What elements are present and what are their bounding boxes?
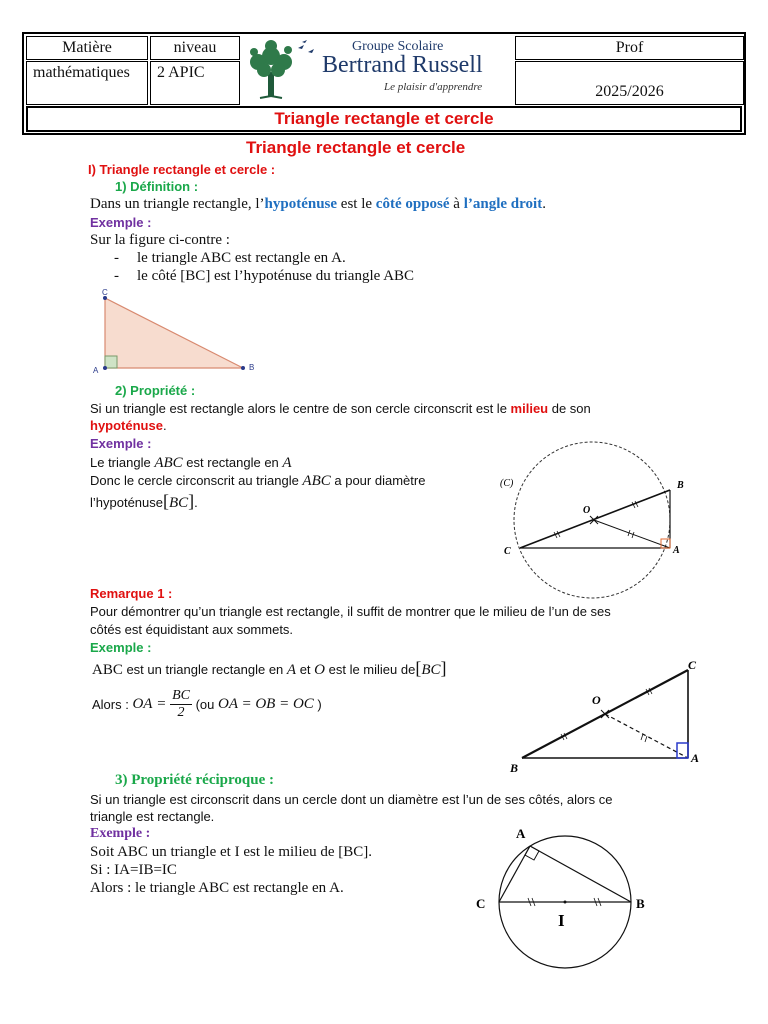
fig2-label-a: A [673, 545, 680, 556]
section-heading: I) Triangle rectangle et cercle : [88, 162, 276, 177]
page-title: Triangle rectangle et cercle [246, 138, 466, 157]
fig2-label-o: O [583, 505, 591, 516]
fig4-label-b: B [636, 896, 645, 911]
remark-line2: côtés est équidistant aux sommets. [90, 622, 294, 637]
niveau-value: 2 APIC [157, 64, 205, 81]
fig3-label-o: O [592, 693, 601, 707]
property-heading: 2) Propriété : [115, 383, 196, 398]
ex2-text: Le triangle [90, 455, 155, 470]
example4-label: Exemple : [90, 826, 151, 841]
example2-label: Exemple : [90, 436, 152, 451]
ex3-text: est le milieu de [325, 662, 416, 677]
ex2-text: Donc le cercle circonscrit au triangle [90, 473, 303, 488]
tree-logo-icon [246, 38, 326, 100]
property-text: de son [548, 401, 591, 416]
property-line2 [90, 418, 167, 433]
fig4-label-c: C [476, 896, 486, 911]
example4-line3: Alors : le triangle ABC est rectangle en A. [90, 880, 344, 896]
example2-line2 [90, 473, 425, 490]
fig2-circle-label: (C) [500, 478, 514, 489]
figure-reciprocal-circle [470, 822, 660, 972]
example2-line1 [90, 455, 292, 472]
ex2-text: . [194, 495, 198, 510]
fraction-numerator: BC [172, 688, 190, 703]
ex3-text: et [296, 662, 315, 677]
fraction-denominator: 2 [177, 705, 185, 720]
fig4-label-i: I [558, 911, 565, 930]
ex2-text: a pour diamètre [330, 473, 426, 488]
fig1-label-a: A [93, 366, 99, 375]
fig2-label-b: B [677, 480, 684, 491]
ex3-a: A [286, 662, 297, 678]
ex3-oa: OA [132, 696, 153, 712]
definition-text [90, 196, 546, 213]
example1-text: le côté [BC] est l’hypoténuse du triangle ABC [137, 268, 415, 284]
niveau-label: niveau [173, 39, 217, 56]
matiere-value-cell [26, 61, 148, 105]
property-hypotenuse: hypoténuse [90, 418, 163, 433]
prof-label: Prof [615, 39, 644, 56]
ex3-o: O [314, 662, 325, 678]
ex2-text: l’hypoténuse [90, 495, 163, 510]
matiere-label: Matière [62, 39, 112, 56]
property-midpoint: milieu [510, 401, 549, 416]
reciprocal-line1: Si un triangle est circonscrit dans un cercle dont un diamètre est l’un de ses côtés, alors ce [90, 792, 613, 807]
figure-right-triangle-2 [506, 656, 706, 776]
ex3-text: ) [313, 697, 322, 712]
fig2-label-c: C [504, 546, 511, 557]
remark-label: Remarque 1 : [90, 586, 173, 601]
def-part: . [542, 196, 546, 212]
figure-right-triangle-1 [88, 286, 268, 378]
fig4-label-a: A [516, 826, 526, 841]
property-line1 [90, 401, 591, 416]
def-hypotenuse: hypoténuse [264, 196, 338, 212]
fig3-label-b: B [510, 761, 519, 775]
reciprocal-line2: triangle est rectangle. [90, 809, 215, 824]
ex2-a: A [282, 455, 292, 471]
school-logo [244, 36, 514, 104]
fig1-label-b: B [249, 363, 255, 372]
school-group: Groupe Scolaire [352, 39, 444, 54]
example1-label: Exemple : [90, 215, 152, 230]
fig1-label-c: C [102, 288, 108, 297]
fig3-label-c: C [688, 658, 697, 672]
ex3-text: est un triangle rectangle en [122, 662, 287, 677]
dash: - [114, 250, 119, 266]
definition-heading: 1) Définition : [115, 179, 199, 194]
reciprocal-heading: 3) Propriété réciproque : [115, 772, 274, 788]
ex2-abc: ABC [302, 473, 331, 489]
ex2-text: est rectangle en [182, 455, 283, 470]
def-opposite-side: côté opposé [375, 196, 450, 212]
example1-line1: Sur la figure ci-contre : [90, 232, 230, 248]
ex3-abc: ABC [92, 662, 123, 678]
ex2-bc: BC [169, 495, 189, 511]
school-name: Bertrand Russell [322, 52, 483, 78]
ex3-text: Alors : [92, 697, 133, 712]
school-motto: Le plaisir d'apprendre [384, 81, 483, 93]
ex3-fraction [170, 688, 192, 721]
example1-line2 [114, 250, 346, 267]
niveau-value-cell [150, 61, 240, 105]
year-cell [515, 61, 744, 105]
remark-line1: Pour démontrer qu’un triangle est rectangle, il suffit de montrer que le milieu de l’un de ses [90, 604, 611, 619]
figure-circumscribed-circle [494, 440, 694, 600]
ex3-equalities: OA = OB = OC [218, 696, 314, 712]
ex3-text: (ou [191, 697, 218, 712]
niveau-label-cell [150, 36, 240, 60]
example1-text: le triangle ABC est rectangle en A. [137, 250, 346, 266]
property-text: . [162, 418, 167, 433]
prof-label-cell [515, 36, 744, 60]
property-text: Si un triangle est rectangle alors le centre de son cercle circonscrit est le [90, 401, 511, 416]
ex3-eq: = [152, 696, 171, 712]
matiere-value: mathématiques [33, 64, 130, 81]
school-year: 2025/2026 [595, 83, 664, 100]
ex3-bc: BC [421, 662, 441, 678]
example4-line2: Si : IA=IB=IC [90, 862, 177, 878]
example3-line2 [92, 688, 322, 721]
def-part: Dans un triangle rectangle, l’ [90, 196, 265, 212]
dash: - [114, 268, 119, 284]
matiere-label-cell [26, 36, 148, 60]
def-part: à [449, 196, 464, 212]
def-right-angle: l’angle droit [463, 196, 543, 212]
def-part: est le [337, 196, 376, 212]
example3-line1: ABC est un triangle rectangle en A et O est le milieu de[BC] [92, 658, 447, 678]
example4-line1: Soit ABC un triangle et I est le milieu de [BC]. [90, 844, 373, 860]
fig3-label-a: A [691, 751, 700, 765]
example2-line3: l’hypoténuse[BC]. [90, 491, 198, 511]
example3-label: Exemple : [90, 640, 152, 655]
banner-title: Triangle rectangle et cercle [26, 106, 742, 132]
ex2-abc: ABC [154, 455, 183, 471]
example1-line3 [114, 268, 414, 285]
